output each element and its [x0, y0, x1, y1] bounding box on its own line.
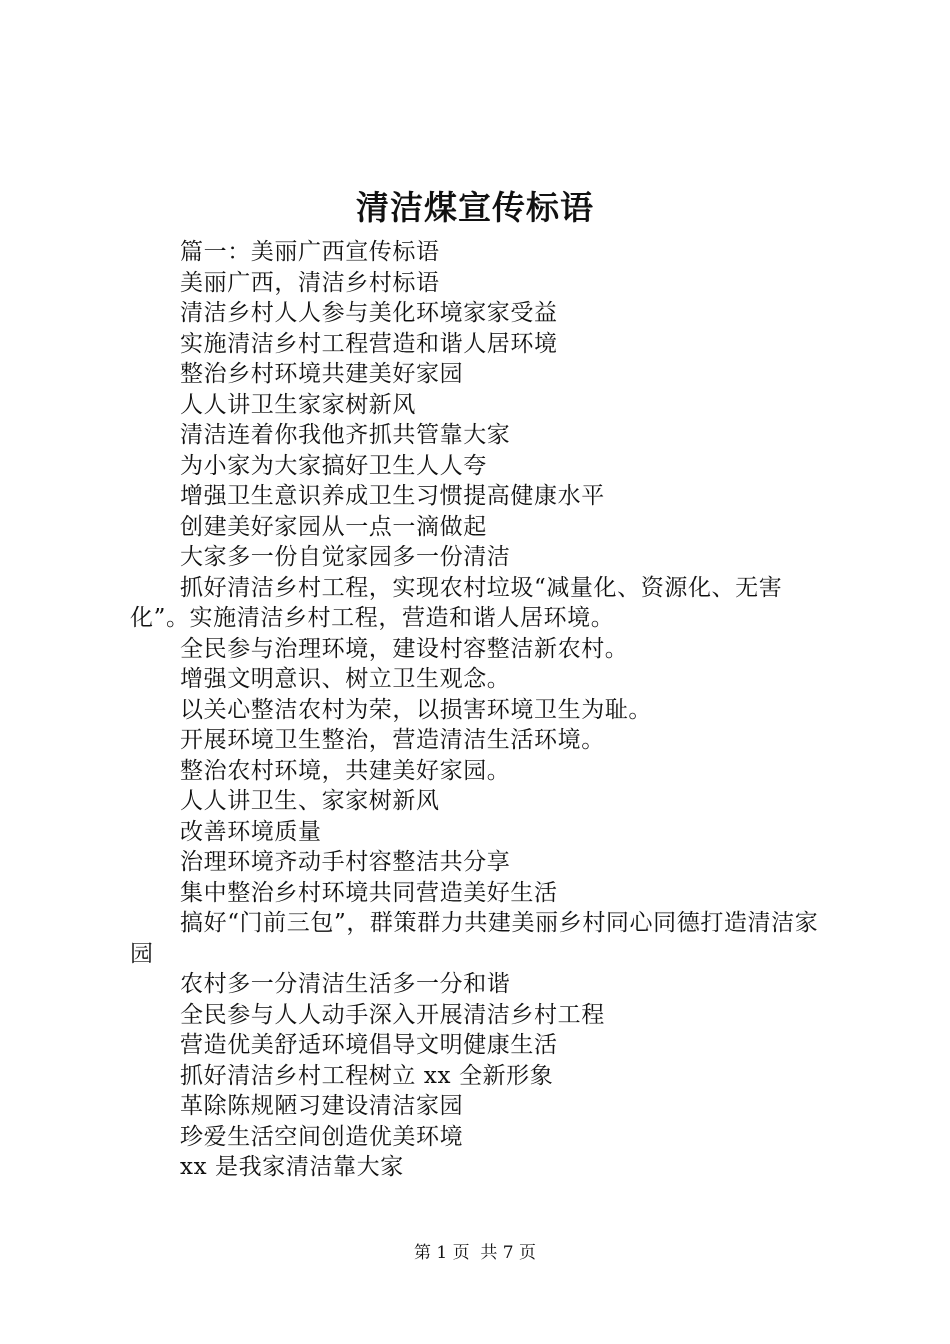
slogan-line: 以关心整洁农村为荣，以损害环境卫生为耻。 — [180, 696, 652, 723]
slogan-line: 人人讲卫生家家树新风 — [180, 391, 416, 418]
document-title: 清洁煤宣传标语 — [356, 188, 594, 227]
slogan-list — [130, 237, 840, 1183]
slogan-paragraph: 抓好清洁乡村工程，实现农村垃圾“减量化、资源化、无害化”。实施清洁乡村工程，营造和谐人居环境。 — [130, 574, 783, 631]
slogan-line: 为小家为大家搞好卫生人人夸 — [180, 452, 487, 479]
slogan-line: 实施清洁乡村工程营造和谐人居环境 — [180, 330, 558, 357]
slogan-line: 整治乡村环境共建美好家园 — [180, 361, 464, 387]
slogan-line: 治理环境齐动手村容整洁共分享 — [180, 849, 511, 875]
slogan-line: 创建美好家园从一点一滴做起 — [180, 513, 487, 540]
slogan-line: 大家多一份自觉家园多一份清洁 — [180, 544, 511, 570]
slogan-line: 营造优美舒适环境倡导文明健康生活 — [180, 1032, 558, 1058]
page-footer — [0, 1240, 950, 1266]
slogan-line: 全民参与人人动手深入开展清洁乡村工程 — [180, 1001, 605, 1028]
slogan-paragraph: 搞好“门前三包”，群策群力共建美丽乡村同心同德打造清洁家园 — [130, 910, 819, 967]
slogan-line: 整治农村环境，共建美好家园。 — [180, 757, 511, 784]
slogan-line: 改善环境质量 — [180, 818, 322, 845]
slogan-line: 人人讲卫生、家家树新风 — [180, 788, 440, 814]
slogan-line: 增强文明意识、树立卫生观念。 — [180, 666, 511, 692]
slogan-line: 清洁连着你我他齐抓共管靠大家 — [180, 422, 511, 448]
slogan-line: 集中整治乡村环境共同营造美好生活 — [180, 879, 558, 906]
slogan-line: xx 是我家清洁靠大家 — [180, 1154, 404, 1180]
slogan-line: 美丽广西，清洁乡村标语 — [180, 269, 440, 296]
slogan-line: 清洁乡村人人参与美化环境家家受益 — [180, 300, 558, 326]
slogan-line: 全民参与治理环境，建设村容整洁新农村。 — [180, 635, 629, 662]
page-number: 第 1 页 共 7 页 — [413, 1243, 537, 1263]
slogan-line: 农村多一分清洁生活多一分和谐 — [180, 971, 511, 997]
slogan-line: 开展环境卫生整治，营造清洁生活环境。 — [180, 727, 605, 753]
slogan-line: 珍爱生活空间创造优美环境 — [180, 1123, 464, 1150]
slogan-line: 篇一：美丽广西宣传标语 — [180, 239, 440, 265]
slogan-line: 革除陈规陋习建设清洁家园 — [180, 1093, 464, 1119]
slogan-line: 抓好清洁乡村工程树立 xx 全新形象 — [180, 1062, 554, 1089]
slogan-line: 增强卫生意识养成卫生习惯提高健康水平 — [180, 483, 605, 509]
